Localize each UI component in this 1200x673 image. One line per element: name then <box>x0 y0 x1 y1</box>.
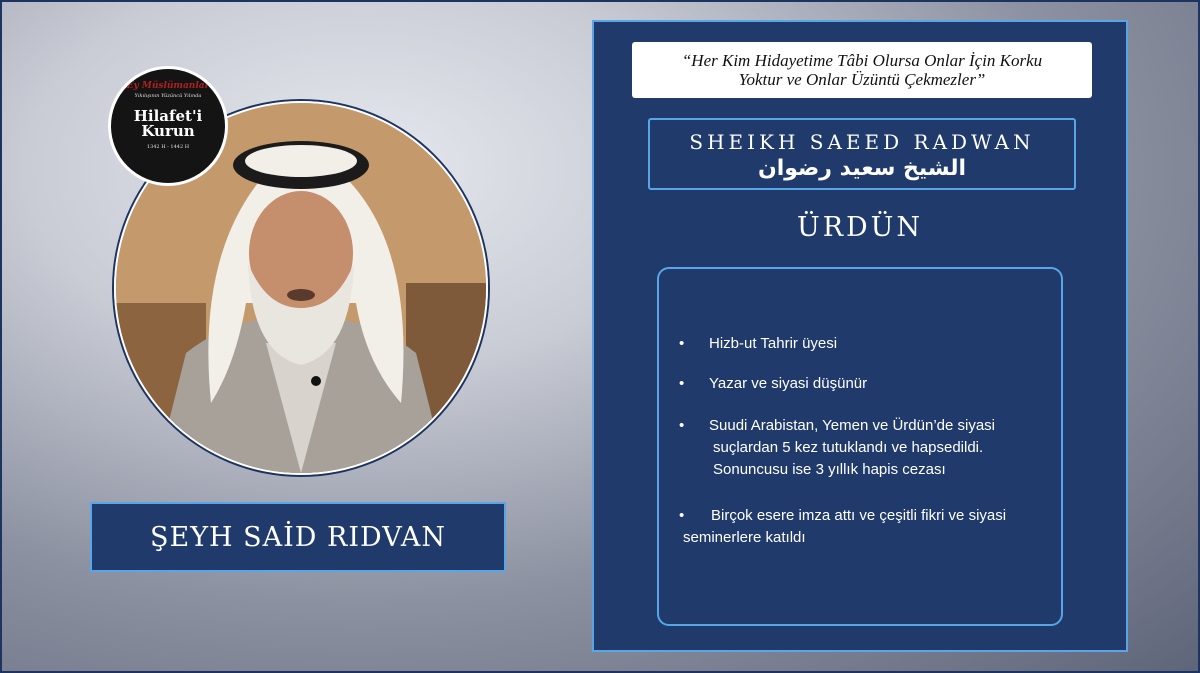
list-item <box>679 333 837 355</box>
logo-title <box>111 109 225 139</box>
list-item-text: Hizb-ut Tahrir üyesi <box>709 335 838 352</box>
country-label: ÜRDÜN <box>796 212 924 243</box>
bullet-icon: • <box>679 375 685 392</box>
list-item-text-line-2: suçlardan 5 kez tutuklandı ve hapsedildi. <box>713 439 984 456</box>
person-name-box <box>90 502 506 572</box>
logo-badge <box>108 66 228 186</box>
quote-line-2: Yoktur ve Onlar Üzüntü Çekmezler” <box>738 70 986 89</box>
list-item-text: Yazar ve siyasi düşünür <box>709 375 868 392</box>
quote-line-1: “Her Kim Hidayetime Tâbi Olursa Onlar İçin Korku <box>681 51 1043 70</box>
list-item-text-line-3: Sonuncusu ise 3 yıllık hapis cezası <box>713 461 946 478</box>
bio-list <box>657 267 1063 626</box>
quote-box <box>632 42 1092 98</box>
bullet-icon: • <box>679 507 685 524</box>
name-arabic: الشيخ سعيد رضوان <box>757 156 967 181</box>
logo-title-line2: Kurun <box>141 122 195 140</box>
list-item <box>679 505 1006 549</box>
list-item <box>679 415 995 481</box>
logo-top-text: Ey Müslümanlar <box>126 81 210 91</box>
bullet-icon: • <box>679 335 685 352</box>
bullet-icon: • <box>679 417 685 434</box>
title-box <box>648 118 1076 190</box>
list-item <box>679 373 867 395</box>
logo-years: 1342 H - 1442 H <box>146 144 190 150</box>
person-name: ŞEYH SAİD RIDVAN <box>149 521 446 553</box>
name-english: SHEIKH SAEED RADWAN <box>689 130 1035 154</box>
list-item-text-line-2: seminerlere katıldı <box>683 529 806 546</box>
logo-sub-text: Yıkılışının Yüzüncü Yılında <box>134 93 202 99</box>
list-item-text-line-1: Birçok esere imza attı ve çeşitli fikri ve siyasi <box>711 507 1007 524</box>
logo-title-line1: Hilafet'i <box>133 107 203 125</box>
list-item-text-line-1: Suudi Arabistan, Yemen ve Ürdün’de siyasi <box>709 417 996 434</box>
info-panel <box>592 20 1128 652</box>
